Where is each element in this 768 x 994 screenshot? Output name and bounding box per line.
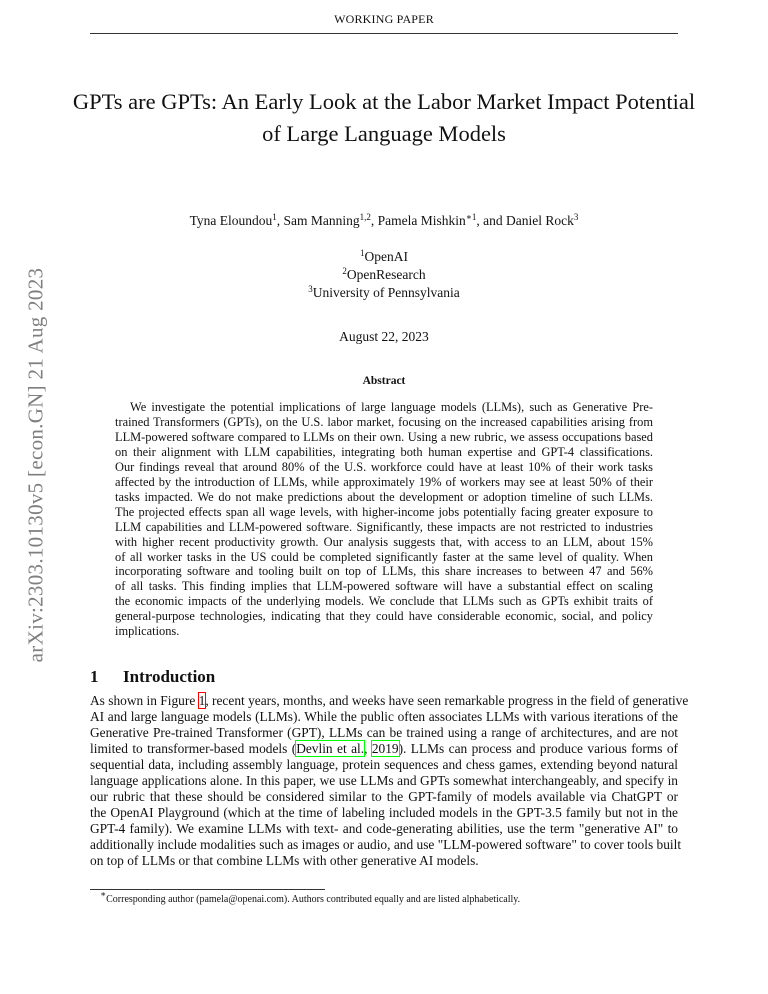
author-separator: , <box>370 213 378 228</box>
paragraph-line <box>90 725 678 741</box>
footnote-marker: ∗ <box>100 889 107 899</box>
author-affiliation-marker: 3 <box>573 212 579 222</box>
title-line: of Large Language Models <box>262 121 506 146</box>
text-segment: As shown in Figure <box>90 693 199 708</box>
citation-link[interactable]: Devlin et al. <box>296 741 365 756</box>
abstract-line: of all worker tasks in the US could be completed significantly faster at the same level of quality. When <box>115 549 653 564</box>
affiliation-marker: 2 <box>342 266 347 276</box>
section-heading <box>90 667 215 687</box>
author-name: Daniel Rock <box>506 213 574 228</box>
abstract-line: general-purpose technologies, indicating that they could have considerable economic, social, and policy <box>115 609 653 624</box>
title-line: GPTs are GPTs: An Early Look at the Labor Market Impact Potential <box>72 89 696 114</box>
paragraph-line <box>90 789 678 805</box>
text-segment: Generative Pre-trained Transformer (GPT), LLMs can be trained using a range of architectures, and are not <box>90 725 678 740</box>
text-segment: , <box>364 741 372 756</box>
paragraph-line <box>90 853 678 869</box>
affiliation-name: University of Pennsylvania <box>312 285 460 300</box>
text-segment: , recent years, months, and weeks have seen remarkable progress in the field of generative <box>205 693 689 708</box>
text-segment: limited to transformer-based models ( <box>90 741 297 756</box>
affiliation <box>0 267 768 283</box>
publication-date: August 22, 2023 <box>339 329 429 344</box>
abstract-line: on their alignment with LLM capabilities, integrating both human expertise and GPT-4 classifications. <box>115 444 653 459</box>
abstract-line: trained Transformers (GPTs), on the U.S. labor market, focusing on the increased capabilities arising from <box>115 414 653 429</box>
abstract-line: tasks impacted. We do not make predictions about the development or adoption timeline of such LLMs. <box>115 489 653 504</box>
citation-link[interactable]: 2019 <box>371 741 399 756</box>
abstract-line: LLM-powered software compared to LLMs on their own. Using a new rubric, we assess occupations based <box>115 429 653 444</box>
author-name: Sam Manning <box>283 213 360 228</box>
text-segment: additionally include modalities such as images or audio, and use "LLM-powered software" to cover tools built <box>90 837 682 852</box>
paragraph-line <box>90 773 678 789</box>
affiliation-marker: 1 <box>360 248 365 258</box>
paragraph-line <box>90 757 678 773</box>
affiliation <box>0 249 768 265</box>
running-head: WORKING PAPER <box>334 12 434 26</box>
abstract-line: incorporating software and tooling built on top of LLMs, this share increases to between 47 and 56% <box>115 564 653 579</box>
author-affiliation-marker: 1,2 <box>359 212 371 222</box>
affiliation-marker: 3 <box>308 284 313 294</box>
text-segment: sequential data, including assembly language, protein sequences and chess games, extending beyond natural <box>90 757 678 772</box>
abstract-line: We investigate the potential implications of large language models (LLMs), such as Generative Pre- <box>130 400 653 414</box>
abstract-line: The projected effects span all wage levels, with higher-income jobs potentially facing greater exposure to <box>115 504 653 519</box>
text-segment: on top of LLMs or that combine LLMs with other generative AI models. <box>90 853 479 868</box>
abstract-line: affected by the introduction of LLMs, while approximately 19% of workers may see at least 50% of their <box>115 474 653 489</box>
abstract-line: of all tasks. This finding implies that LLM-powered software will have a substantial effect on scaling <box>115 579 653 594</box>
introduction-body <box>90 693 689 869</box>
paragraph-line <box>90 821 678 837</box>
figure-reference-link[interactable]: 1 <box>198 693 206 708</box>
author-list <box>0 213 768 229</box>
text-segment: GPT-4 family). We examine LLMs with text- and code-generating abilities, use the term "generative AI" to <box>90 821 678 836</box>
author-affiliation-marker: ∗1 <box>465 212 477 222</box>
author-name: Tyna Eloundou <box>189 213 273 228</box>
abstract-body <box>115 400 653 639</box>
author-affiliation-marker: 1 <box>272 212 277 222</box>
paragraph-line <box>90 709 678 725</box>
arxiv-identifier-stamp: arXiv:2303.10130v5 [econ.GN] 21 Aug 2023 <box>23 267 48 663</box>
abstract-heading: Abstract <box>362 375 406 387</box>
abstract-line: Our findings reveal that around 80% of the U.S. workforce could have at least 10% of their work tasks <box>115 459 653 474</box>
footnote <box>100 889 521 905</box>
paragraph-line <box>90 805 678 821</box>
abstract-line: implications. <box>115 624 180 639</box>
text-segment: our rubric that these should be considered similar to the GPT-family of models available via ChatGPT or <box>90 789 678 804</box>
abstract-line: LLM capabilities and LLM-powered software. Significantly, these impacts are not restricted to industries <box>115 519 653 534</box>
text-segment: language applications alone. In this paper, we use LLMs and GPTs somewhat interchangeably, and specify in <box>90 773 678 788</box>
affiliation <box>0 285 768 301</box>
paragraph-line <box>90 837 682 853</box>
section-title: Introduction <box>123 667 216 686</box>
text-segment: AI and large language models (LLMs). While the public often associates LLMs with various iterations of the <box>90 709 678 724</box>
affiliation-name: OpenAI <box>364 249 408 264</box>
text-segment: ). LLMs can process and produce various forms of <box>398 741 678 756</box>
abstract-line: the economic impacts of the underlying models. We conclude that LLMs such as GPTs exhibit traits of <box>115 594 653 609</box>
text-segment: the OpenAI Playground (which at the time of labeling included models in the GPT-3.5 family but not in the <box>90 805 678 820</box>
paragraph-line <box>90 693 689 709</box>
paper-title <box>60 86 708 150</box>
section-number: 1 <box>90 667 99 686</box>
footnote-text: Corresponding author (pamela@openai.com). Authors contributed equally and are listed alphabetically. <box>106 894 521 905</box>
author-separator: , <box>276 213 284 228</box>
footnote-rule <box>90 889 325 890</box>
abstract-line: with higher recent productivity growth. Our analysis suggests that, with access to an LLM, about 15% <box>115 534 653 549</box>
author-name: Pamela Mishkin <box>377 213 466 228</box>
paragraph-line <box>90 741 678 757</box>
affiliation-name: OpenResearch <box>346 267 426 282</box>
header-rule <box>90 33 678 34</box>
author-separator: , and <box>476 213 507 228</box>
